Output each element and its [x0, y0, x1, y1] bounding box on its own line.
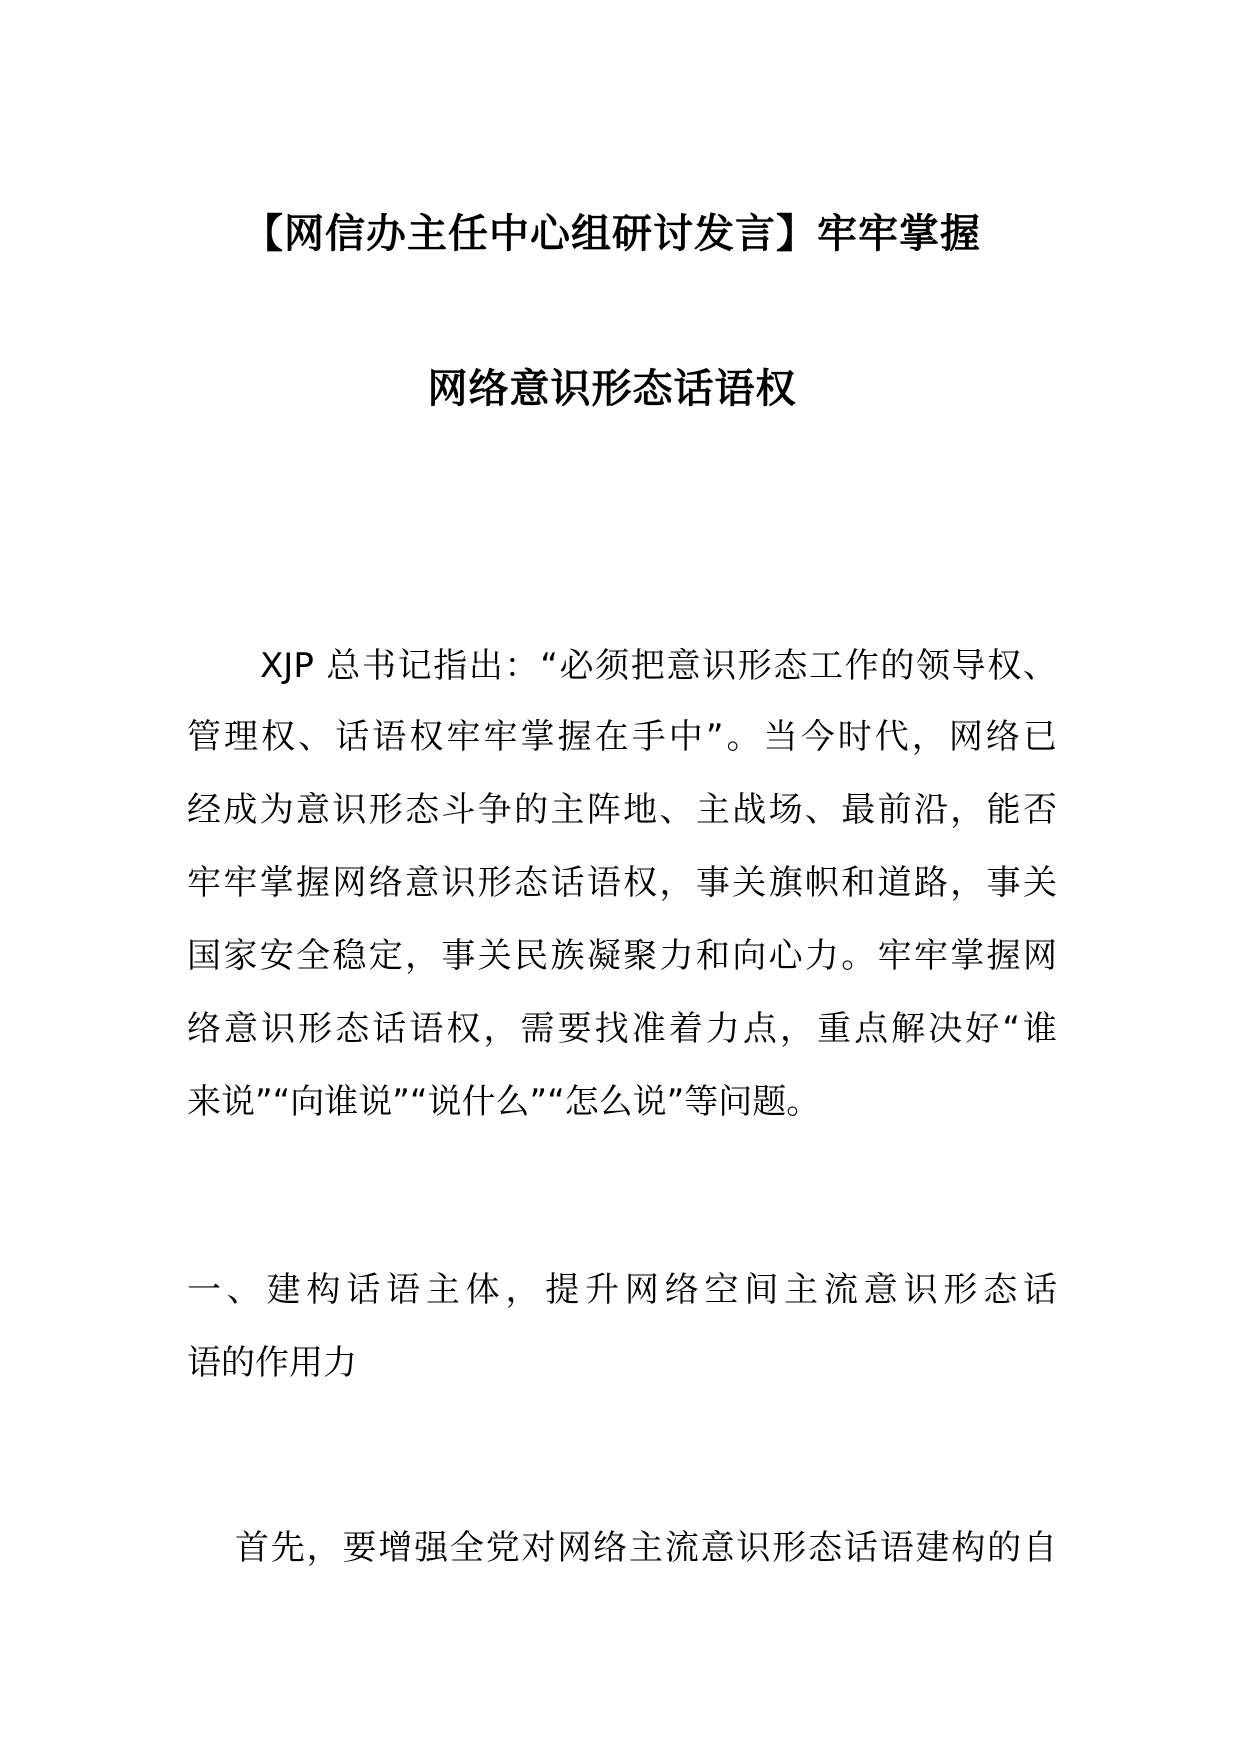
document-title-line-2: 网络意识形态话语权 — [427, 366, 797, 412]
section-heading-line-1: 一、建构话语主体，提升网络空间主流意识形态话 — [187, 1270, 1057, 1310]
section-heading-line-2: 语的作用力 — [187, 1343, 357, 1383]
paragraph-2-line-1: 首先，要增强全党对网络主流意识形态话语建构的自 — [235, 1528, 1057, 1568]
intro-paragraph-line-7: 来说”“向谁说”“说什么”“怎么说”等问题。 — [187, 1082, 821, 1122]
intro-paragraph-line-3: 经成为意识形态斗争的主阵地、主战场、最前沿，能否 — [187, 790, 1057, 830]
intro-paragraph-line-4: 牢牢掌握网络意识形态话语权，事关旗帜和道路，事关 — [187, 863, 1057, 903]
document-title-line-1: 【网信办主任中心组研讨发言】牢牢掌握 — [243, 211, 981, 257]
intro-paragraph-line-5: 国家安全稳定，事关民族凝聚力和向心力。牢牢掌握网 — [187, 936, 1057, 976]
intro-paragraph-line-6: 络意识形态话语权，需要找准着力点，重点解决好“谁 — [187, 1009, 1057, 1049]
intro-paragraph-line-1: XJP 总书记指出：“必须把意识形态工作的领导权、 — [260, 646, 1057, 686]
intro-paragraph-line-2: 管理权、话语权牢牢掌握在手中”。当今时代，网络已 — [187, 717, 1057, 757]
